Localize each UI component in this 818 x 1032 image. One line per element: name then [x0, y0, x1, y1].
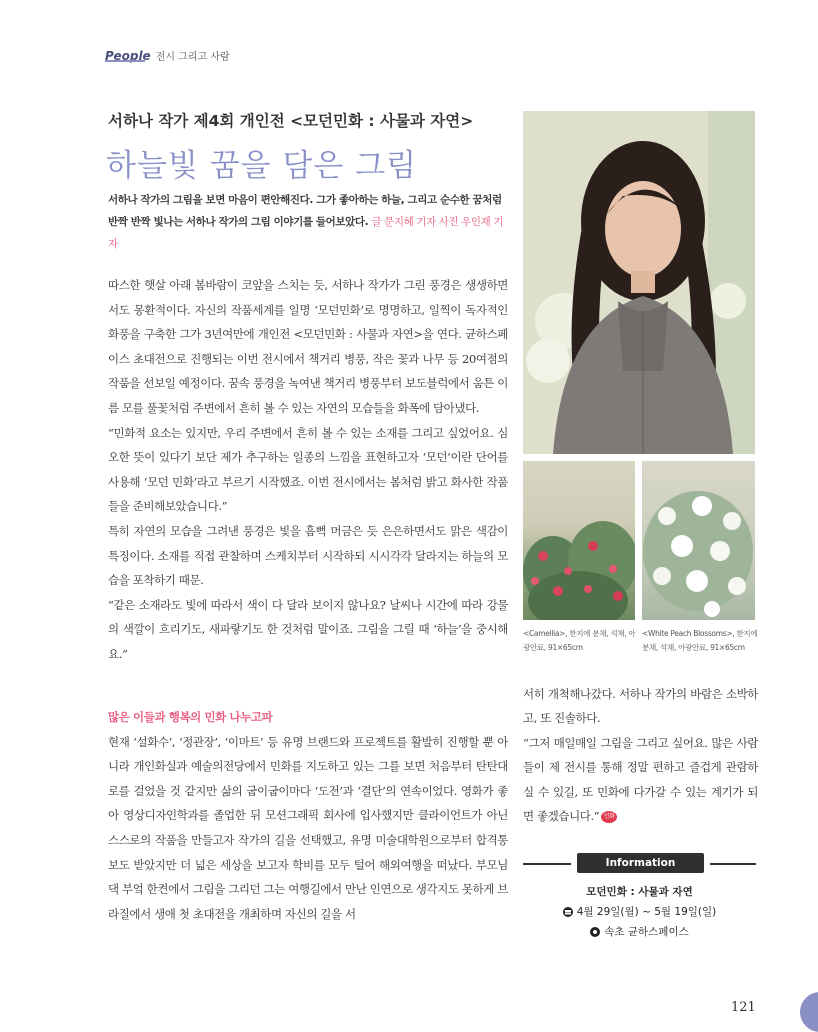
section-heading: 많은 이들과 행복의 민화 나누고파 — [108, 710, 273, 724]
lead-text: 서하나 작가의 그림을 보면 마음이 편안해진다. 그가 좋아하는 하늘, 그리고 순수한 꿈처럼 반짝 반짝 빛나는 서하나 작가의 그림 이야기를 들어보았다. — [108, 194, 502, 228]
information-details — [523, 882, 756, 942]
divider-left — [523, 863, 571, 865]
paragraph: 따스한 햇살 아래 봄바람이 코앞을 스치는 듯, 서하나 작가가 그린 풍경은 생생하면서도 몽환적이다. 자신의 작품세계를 일명 ‘모던민화’로 명명하고, 일찍이 독자적인 화풍을 구축한 그가 3년여만에 개인전 <모던민화 : 사물과 자연>을 연다. 균하스페이스 초대전으로 진행되는 이번 전시에서 책거리 병풍, 작은 꽃과 나무 등 20여점의 작품을 선보일 예정이다. 꿈속 풍경을 녹여낸 책거리 병풍부터 보도블럭에서 움튼 이름 모를 풀꽃처럼 주변에서 흔히 볼 수 있는 자연의 모습들을 화폭에 담아냈다. — [108, 278, 508, 415]
information-bar — [523, 853, 756, 873]
paragraph — [523, 731, 758, 829]
artist-portrait-photo — [523, 111, 755, 454]
body-column-right — [523, 682, 758, 828]
section-name: 전시 그리고 사람 — [155, 52, 230, 63]
closing-quote: “그저 매일매일 그림을 그리고 싶어요. 많은 사람들이 제 전시를 통해 정말 편하고 즐겁게 관람하실 수 있길, 또 민화에 다가갈 수 있는 계기가 되면 좋겠습니다.” — [523, 735, 758, 824]
paragraph: 특히 자연의 모습을 그려낸 풍경은 빛을 흠뻑 머금은 듯 은은하면서도 맑은 색감이 특징이다. 소재를 직접 관찰하며 스케치부터 시작하되 시시각각 달라지는 하늘의 모습을 포착하기 때문. — [108, 523, 508, 588]
exhibition-date: 4월 29일(월) ~ 5월 19일(일) — [576, 906, 717, 918]
page-number: 121 — [731, 1000, 756, 1015]
divider-right — [710, 863, 756, 865]
exhibition-place-row — [523, 922, 756, 942]
calendar-icon — [563, 907, 573, 917]
page-edge-tab — [800, 992, 818, 1032]
painting-camellia — [523, 461, 635, 620]
body-column-left — [108, 273, 508, 667]
exhibition-date-row — [523, 902, 756, 922]
painting-white-peach-blossoms — [642, 461, 755, 620]
peach-blossom-illustration — [642, 461, 755, 620]
paragraph: 현재 ‘설화수’, ‘정관장’, ‘이마트’ 등 유명 브랜드와 프로젝트를 활발히 진행할 뿐 아니라 개인화실과 예술의전당에서 민화를 지도하고 있는 그를 보면 처음부터 탄탄대로를 걸었을 것 같지만 삶의 굽이굽이마다 ‘도전’과 ‘결단’의 연속이었다. 영화가 좋아 영상디자인학과를 졸업한 뒤 모션그래픽 회사에 입사했지만 클라이언트가 아닌 스스로의 작품을 만들고자 작가의 길을 선택했고, 유명 미술대학원으로부터 합격통보도 받았지만 더 넓은 세상을 보고자 학비를 모두 털어 해외여행을 떠났다. 부모님 댁 부엌 한켠에서 그림을 그리던 그는 여행길에서 만난 인연으로 생각지도 못하게 브라질에서 생애 첫 초대전을 개최하며 자신의 길을 서 — [108, 734, 508, 921]
location-pin-icon — [590, 927, 600, 937]
article-title: 하늘빛 꿈을 담은 그림 — [106, 148, 418, 184]
exhibition-place: 속초 균하스페이스 — [604, 926, 689, 938]
magazine-section-brand: People — [105, 49, 151, 63]
information-label: Information — [577, 853, 704, 873]
article-lead — [108, 189, 510, 255]
end-mark-icon: 민화 — [601, 811, 617, 823]
paragraph: 서히 개척해나갔다. 서하나 작가의 바람은 소박하고, 또 진솔하다. — [523, 687, 758, 726]
portrait-illustration — [523, 111, 755, 454]
camellia-illustration — [523, 461, 635, 620]
byline-credit: 글 문지혜 기자 사진 우인재 기자 — [108, 216, 504, 250]
caption-camellia: <Camellia>, 한지에 분채, 석채, 아광안료, 91×65cm — [523, 629, 636, 652]
article-subtitle: 서하나 작가 제4회 개인전 <모던민화 : 사물과 자연> — [108, 112, 474, 130]
body-column-left-part2 — [108, 705, 508, 926]
running-header — [105, 48, 230, 63]
exhibition-title: 모던민화 : 사물과 자연 — [586, 886, 693, 898]
caption-peach-blossoms: <White Peach Blossoms>, 한지에 분채, 석채, 아광안료, 91×65cm — [642, 629, 758, 652]
paragraph: “민화적 요소는 있지만, 우리 주변에서 흔히 볼 수 있는 소재를 그리고 싶었어요. 심오한 뜻이 있다기 보단 제가 추구하는 일종의 느낌을 표현하고자 ‘모던’이란 단어를 사용해 ‘모던 민화’라고 부르기 시작했죠. 이번 전시에서는 봄처럼 밝고 화사한 작품들을 준비해보았습니다.” — [108, 425, 508, 514]
paragraph: “같은 소재라도 빛에 따라서 색이 다 달라 보이지 않나요? 날씨나 시간에 따라 강물의 색깔이 흐리기도, 새파랗기도 한 것처럼 말이죠. 그림을 그릴 때 ‘하늘’을 중시해요.” — [108, 597, 508, 661]
